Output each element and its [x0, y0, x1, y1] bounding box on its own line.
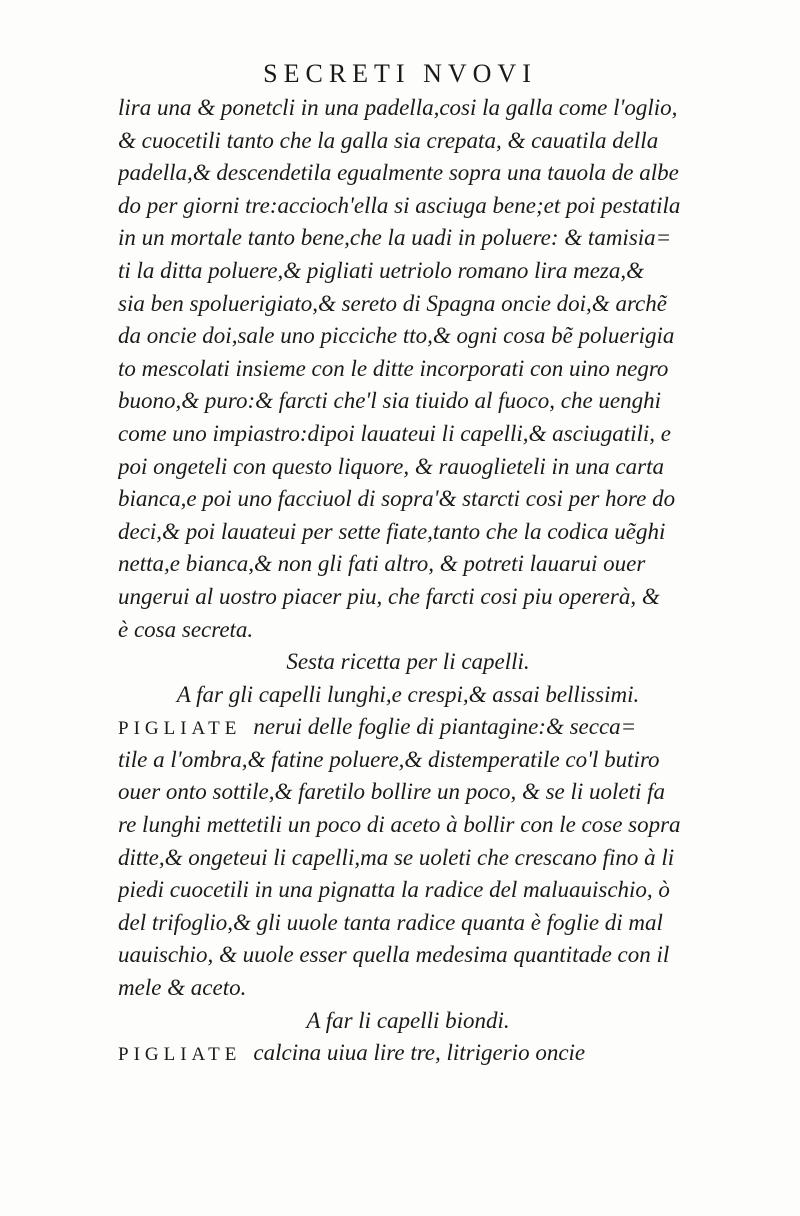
text-line: to mescolati insieme con le ditte incorporati con uino negro [118, 355, 669, 381]
text-line: mele & aceto. [118, 975, 247, 1001]
running-head: SECRETI NVOVI [263, 59, 537, 88]
text-line: & cuocetili tanto che la galla sia crepata, & cauatila della [118, 127, 659, 153]
text-line: in un mortale tanto bene,che la uadi in poluere: & tamisia= [118, 225, 672, 251]
text-line: come uno impiastro:dipoi lauateui li capelli,& asciugatili, e [118, 420, 671, 446]
recipe-title: A far gli capelli lunghi,e crespi,& assai bellissimi. [176, 681, 640, 707]
text-line: do per giorni tre:accioch'ella si asciuga bene;et poi pestatila [118, 192, 681, 218]
text-line: lira una & ponetcli in una padella,cosi la galla come l'oglio, [118, 95, 678, 120]
text-line: bianca,e poi uno facciuol di sopra'& starcti cosi per hore do [118, 486, 676, 512]
text-line: ditte,& ongeteui li capelli,ma se uoleti che crescano fino à li [118, 844, 675, 870]
text-line: deci,& poi lauateui per sette fiate,tanto che la codica uẽghi [118, 518, 666, 544]
line-text: nerui delle foglie di piantagine:& secca= [253, 714, 637, 740]
text-line: ouer onto sottile,& faretilo bollire un poco, & se li uoleti fa [118, 779, 666, 805]
small-caps-lead: PIGLIATE [118, 718, 242, 740]
text-line: buono,& puro:& farcti che'l sia tiuido al fuoco, che uenghi [118, 388, 662, 414]
text-line: uauischio, & uuole esser quella medesima quantitade con il [118, 942, 670, 968]
section-heading: Sesta ricetta per li capelli. [286, 649, 530, 675]
paragraph-first-line [118, 711, 698, 744]
paragraph-first-line [118, 1037, 698, 1070]
line-text: calcina uiua lire tre, litrigerio oncie [253, 1040, 586, 1066]
text-line: da oncie doi,sale uno picciche tto,& ogni cosa bẽ poluerigia [118, 323, 675, 349]
text-line: padella,& descendetila egualmente sopra una tauola de albe [118, 160, 679, 186]
text-line: poi ongeteli con questo liquore, & rauoglieteli in una carta [118, 453, 664, 479]
text-line: tile a l'ombra,& fatine poluere,& distemperatile co'l butiro [118, 746, 660, 772]
recipe-body [118, 744, 698, 1005]
text-line: ungerui al uostro piacer piu, che farcti cosi piu opererà, & [118, 583, 660, 609]
small-caps-lead: PIGLIATE [118, 1044, 242, 1066]
text-line: piedi cuocetili in una pignatta la radice del maluauischio, ò [118, 877, 670, 903]
text-line: sia ben spoluerigiato,& sereto di Spagna oncie doi,& archẽ [118, 290, 667, 316]
recipe-title: A far li capelli biondi. [306, 1007, 510, 1033]
text-line: re lunghi mettetili un poco di aceto à bollir con le cose sopra [118, 812, 681, 838]
text-line: ti la ditta poluere,& pigliati uetriolo romano lira meza,& [118, 257, 645, 283]
text-line: netta,e bianca,& non gli fati altro, & potreti lauarui ouer [118, 551, 646, 577]
recipe-continuation [118, 92, 698, 646]
text-line: è cosa secreta. [118, 616, 254, 642]
text-block [118, 92, 698, 1070]
text-line: del trifoglio,& gli uuole tanta radice quanta è foglie di mal [118, 909, 663, 935]
